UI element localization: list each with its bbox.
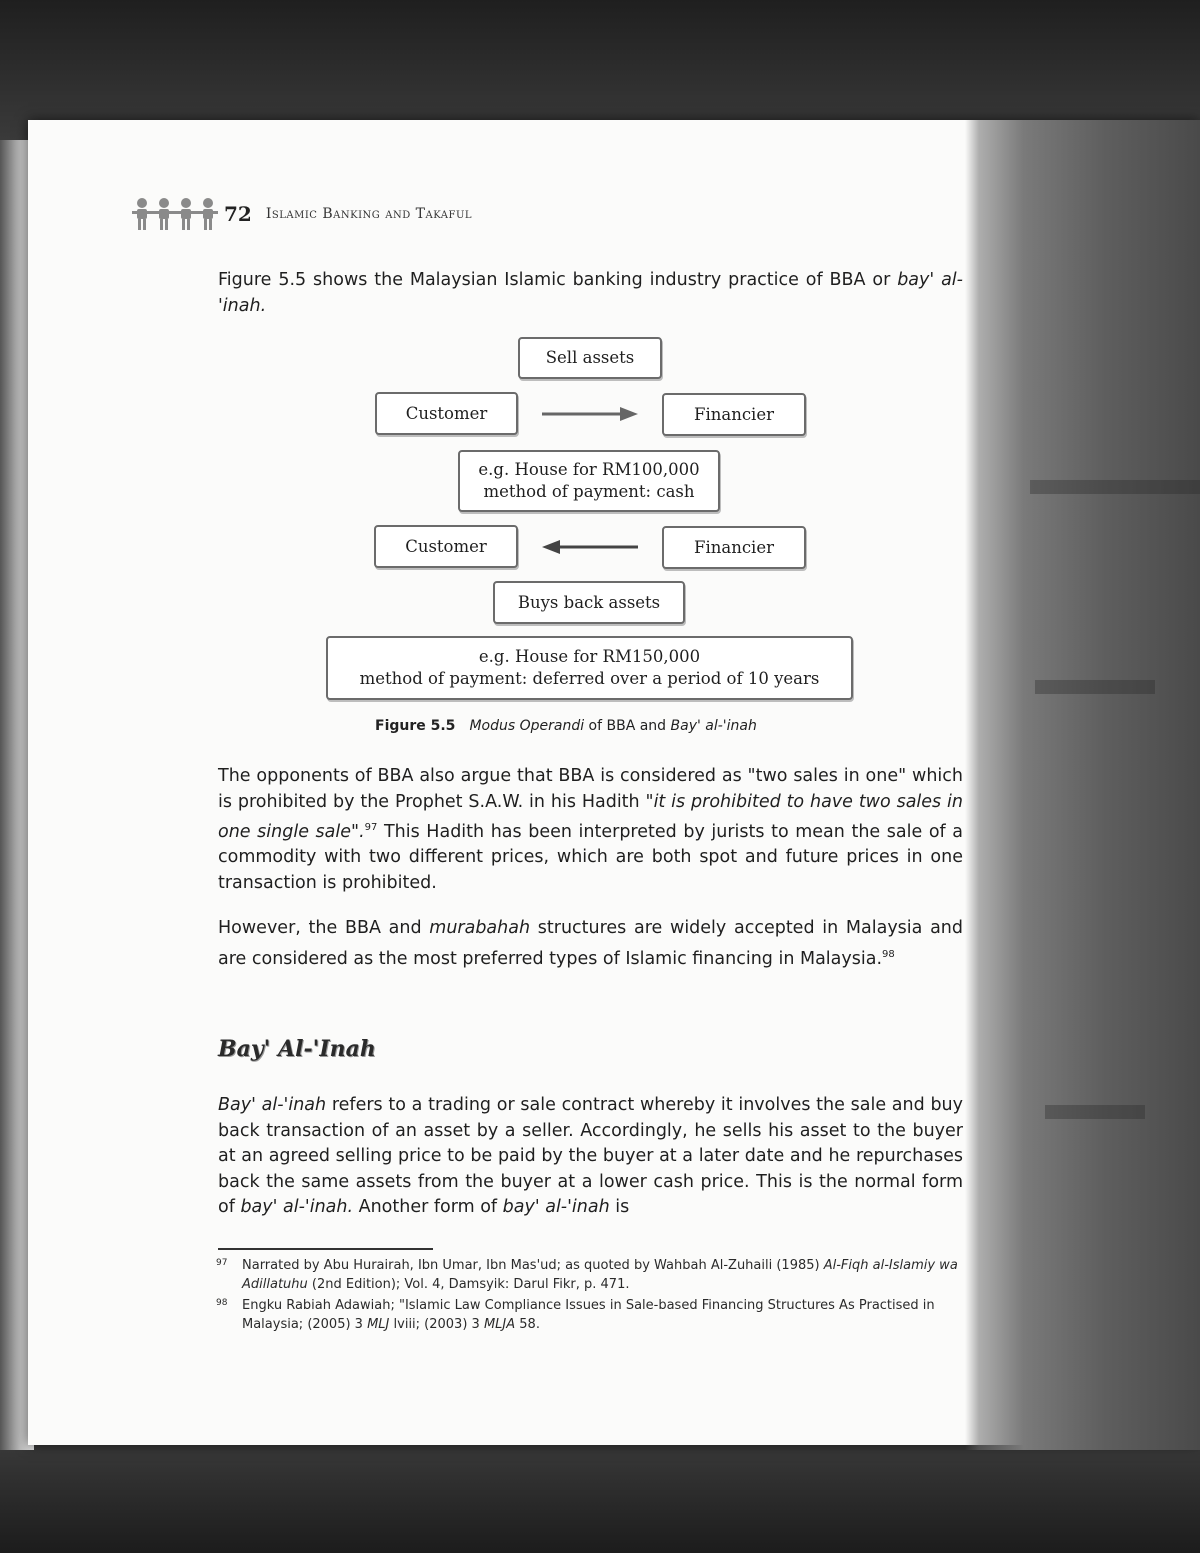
para2-footnote-ref: 98	[882, 948, 895, 960]
caption-italic-end: Bay' al-'inah	[670, 718, 757, 734]
buys-back-box: Buys back assets	[493, 581, 685, 624]
para3-text-b: Another form of	[353, 1197, 503, 1217]
footnote-97	[218, 1256, 963, 1294]
page-number: 72	[224, 202, 252, 226]
example-1-line-2: method of payment: cash	[483, 482, 695, 501]
footnote-97-text-b: (2nd Edition); Vol. 4, Damsyik: Darul Fikr, p. 471.	[307, 1277, 630, 1292]
footnote-98-text-c: 58.	[515, 1317, 540, 1332]
financier-box-2: Financier	[662, 526, 806, 569]
example-box-1	[458, 450, 720, 512]
financier-box-1: Financier	[662, 393, 806, 436]
blur-stripe	[1045, 1105, 1145, 1119]
scan-background-bottom	[0, 1440, 1200, 1553]
para3-text-a: refers to a trading or sale contract whereby it involves the sale and buy back transaction of an asset by a seller. Accordingly, he sells his asset to the buyer at an agreed selling price to be paid by the buyer at a later date and he repurchases back the same assets from the buyer at a lower cash price. This is the normal form of	[218, 1095, 963, 1217]
example-2-line-1: e.g. House for RM150,000	[478, 647, 701, 666]
customer-box-2: Customer	[374, 525, 518, 568]
caption-middle: of BBA and	[584, 718, 671, 734]
scan-background-top	[0, 0, 1200, 140]
paragraph-acceptance	[218, 916, 963, 972]
footnote-97-text	[242, 1256, 963, 1294]
footnote-98-italic-2: MLJA	[483, 1317, 516, 1332]
intro-paragraph	[218, 268, 963, 319]
paragraph-bay-al-inah	[218, 1093, 963, 1221]
caption-italic: Modus Operandi	[469, 718, 585, 734]
para3-text-c: is	[609, 1197, 630, 1217]
paragraph-two-sales	[218, 764, 963, 896]
para1-footnote-ref: 97	[364, 822, 378, 833]
para1-text-b: This Hadith has been interpreted by jurists to mean the sale of a commodity with two different prices, which are both spot and future prices in one transaction is prohibited.	[218, 821, 963, 893]
footnote-98-text-b: lviii; (2003) 3	[389, 1317, 484, 1332]
footnote-97-mark: 97	[216, 1258, 228, 1268]
footnote-98-mark: 98	[216, 1298, 228, 1308]
para1-text-a: The opponents of BBA also argue that BBA is considered as "two sales in one" which is prohibited by the Prophet S.A.W. in his Hadith	[218, 766, 963, 812]
figure-caption	[375, 718, 815, 734]
customer-box-1: Customer	[375, 392, 518, 435]
intro-term: bay' al-'inah.	[218, 270, 963, 316]
footnote-98-italic: MLJ	[367, 1317, 390, 1332]
footnote-97-italic: Al-Fiqh al-Islamiy wa Adillatuhu	[242, 1258, 958, 1292]
footnote-97-text-a: Narrated by Abu Hurairah, Ibn Umar, Ibn Mas'ud; as quoted by Wahbah Al-Zuhaili (1985)	[242, 1258, 824, 1273]
arrow-right-icon	[540, 404, 640, 424]
sell-assets-box: Sell assets	[518, 337, 662, 379]
caption-label: Figure 5.5	[375, 718, 456, 734]
people-chain-icon	[132, 196, 218, 232]
para3-term-2: bay' al-'inah.	[240, 1197, 354, 1217]
example-1-line-1: e.g. House for RM100,000	[478, 460, 700, 479]
footnote-98	[218, 1296, 963, 1334]
scan-blur-edge	[965, 120, 1200, 1450]
para1-quote: "it is prohibited to have two sales in one single sale".	[218, 791, 963, 842]
running-head: Islamic Banking and Takaful	[265, 206, 473, 222]
blur-stripe	[1030, 480, 1200, 494]
footnote-rule	[218, 1248, 433, 1250]
para2-text-a: However, the BBA and	[218, 918, 430, 938]
intro-text: Figure 5.5 shows the Malaysian Islamic banking industry practice of BBA or	[218, 270, 891, 290]
para3-term: Bay' al-'inah	[218, 1095, 327, 1115]
arrow-left-icon	[540, 537, 640, 557]
example-2-line-2: method of payment: deferred over a period of 10 years	[359, 669, 820, 688]
section-heading: Bay' Al-'Inah	[218, 1036, 376, 1062]
para2-text-b: structures are widely accepted in Malaysia and are considered as the most preferred types of Islamic financing in Malaysia.	[218, 918, 964, 969]
example-box-2	[326, 636, 853, 700]
footnote-98-text	[242, 1296, 963, 1334]
page-header	[132, 192, 472, 232]
footnote-98-text-a: Engku Rabiah Adawiah; "Islamic Law Compliance Issues in Sale-based Financing Structures As Practised in Malaysia; (2005) 3	[242, 1298, 935, 1332]
para2-term: murabahah	[429, 918, 531, 938]
blur-stripe	[1035, 680, 1155, 694]
para3-term-3: bay' al-'inah	[502, 1197, 610, 1217]
